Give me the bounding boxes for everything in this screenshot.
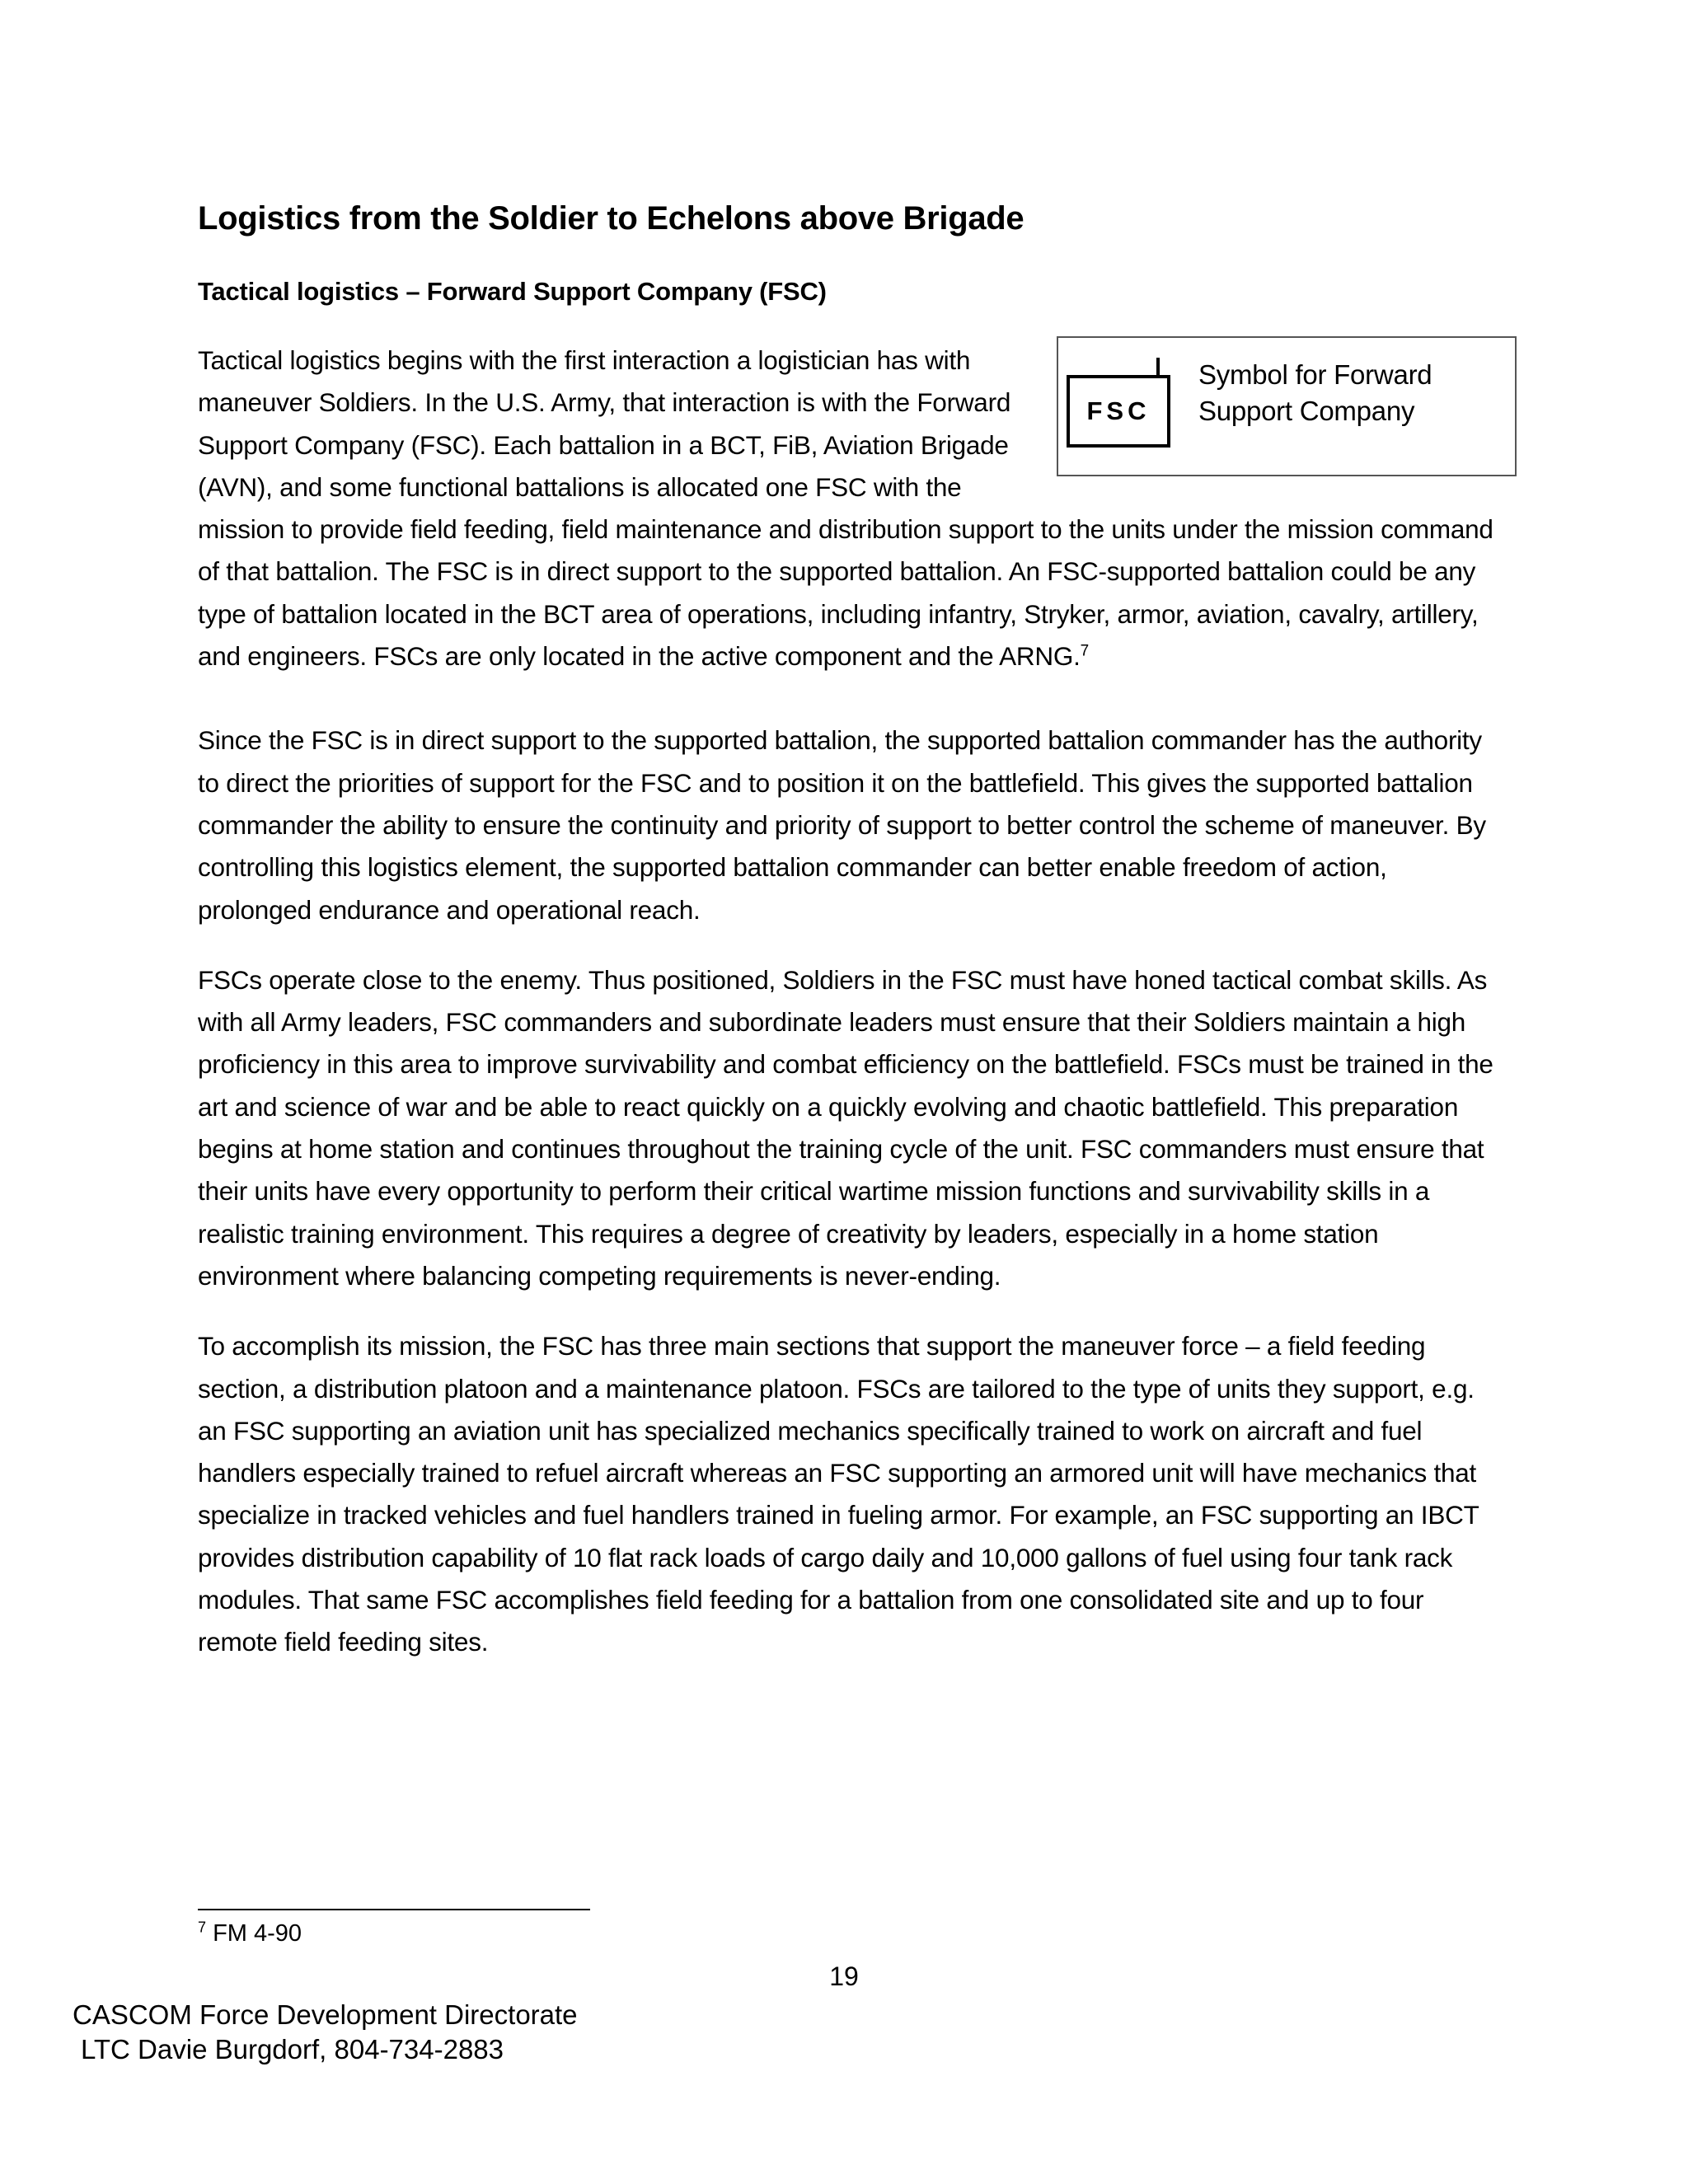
paragraph-1-text: Tactical logistics begins with the first interaction a logistician has with maneuver Soldiers. In the U.S. Army, that interaction is with the Forward Support Company (FSC). Each battalion in a BCT, FiB, Aviation Brigade (AVN), and some functional battalions is allocated one FSC with the mission to provide field feeding, field maintenance and distribution support to the units under the mission command of that battalion. The FSC is in direct support to the supported battalion. An FSC-supported battalion could be any type of battalion located in the BCT area of operations, including infantry, Stryker, armor, aviation, cavalry, artillery, and engineers. FSCs are only located in the active component and the ARNG.	[198, 345, 1493, 672]
footnote	[198, 1917, 302, 1950]
footnote-text: FM 4-90	[213, 1920, 302, 1947]
footer-contact: LTC Davie Burgdorf, 804-734-2883	[81, 2034, 504, 2064]
paragraph-1	[198, 340, 1500, 677]
symbol-caption: Symbol for Forward Support Company	[1198, 359, 1432, 426]
footnote-number: 7	[198, 1919, 207, 1936]
footnote-reference: 7	[1080, 642, 1089, 660]
page-number: 19	[829, 1961, 859, 1991]
footer-organization: CASCOM Force Development Directorate	[73, 1999, 578, 2030]
page-heading: Logistics from the Soldier to Echelons above Brigade	[198, 200, 1025, 237]
paragraph-3: FSCs operate close to the enemy. Thus positioned, Soldiers in the FSC must have honed tactical combat skills. As with all Army leaders, FSC commanders and subordinate leaders must ensure that their Soldiers maintain a high proficiency in this area to improve survivability and combat efficiency on the battlefield. FSCs must be trained in the art and science of war and be able to react quickly on a quickly evolving and chaotic battlefield. This preparation begins at home station and continues throughout the training cycle of the unit. FSC commanders must ensure that their units have every opportunity to perform their critical wartime mission functions and survivability skills in a realistic training environment. This requires a degree of creativity by leaders, especially in a home station environment where balancing competing requirements is never-ending.	[198, 964, 1493, 1291]
fsc-symbol-box	[1057, 336, 1517, 476]
footnote-divider	[198, 1909, 590, 1910]
main-content	[198, 198, 1500, 1664]
fsc-unit-symbol-icon: FSC	[1067, 375, 1170, 448]
section-subheading: Tactical logistics – Forward Support Company (FSC)	[198, 277, 827, 306]
paragraph-4: To accomplish its mission, the FSC has three main sections that support the maneuver force – a field feeding section, a distribution platoon and a maintenance platoon. FSCs are tailored to the type of units they support, e.g. an FSC supporting an aviation unit has specialized mechanics specifically trained to work on aircraft and fuel handlers especially trained to refuel aircraft whereas an FSC supporting an armored unit will have mechanics that specialize in tracked vehicles and fuel handlers trained in fueling armor. For example, an FSC supporting an IBCT provides distribution capability of 10 flat rack loads of cargo daily and 10,000 gallons of fuel using four tank rack modules. That same FSC accomplishes field feeding for a battalion from one consolidated site and up to four remote field feeding sites.	[198, 1331, 1479, 1657]
paragraph-2: Since the FSC is in direct support to the supported battalion, the supported battalion commander has the authority to direct the priorities of support for the FSC and to position it on the battlefield. This gives the supported battalion commander the ability to ensure the continuity and priority of support to better control the scheme of maneuver. By controlling this logistics element, the supported battalion commander can better enable freedom of action, prolonged endurance and operational reach.	[198, 725, 1486, 925]
